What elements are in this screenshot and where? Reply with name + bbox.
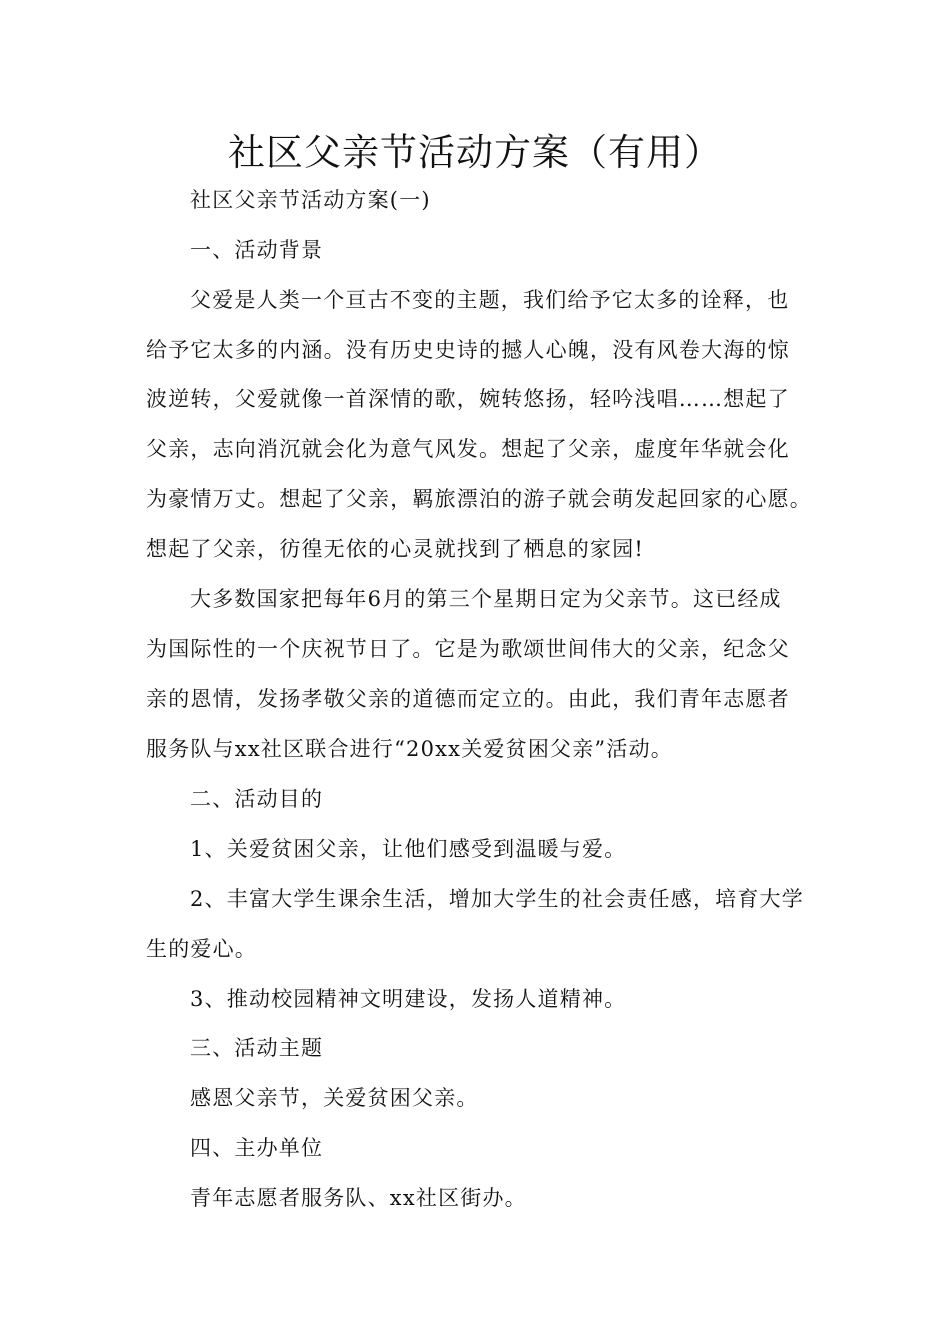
paragraph-line: 想起了父亲，彷徨无依的心灵就找到了栖息的家园! (146, 537, 645, 561)
section-heading: 二、活动目的 (190, 787, 324, 811)
paragraph-line: 感恩父亲节，关爱贫困父亲。 (190, 1086, 479, 1110)
paragraph-line: 为豪情万丈。想起了父亲，羁旅漂泊的游子就会萌发起回家的心愿。 (146, 487, 812, 511)
section-heading: 四、主办单位 (190, 1136, 324, 1160)
list-item: 3、推动校园精神文明建设，发扬人道精神。 (190, 987, 627, 1011)
document-title: 社区父亲节活动方案（有用） (228, 131, 722, 174)
section-heading: 三、活动主题 (190, 1036, 324, 1060)
list-item: 2、丰富大学生课余生活，增加大学生的社会责任感，培育大学 (190, 887, 804, 911)
list-item-continuation: 生的爱心。 (146, 937, 257, 961)
list-item: 1、关爱贫困父亲，让他们感受到温暖与爱。 (190, 837, 627, 861)
paragraph-line: 为国际性的一个庆祝节日了。它是为歌颂世间伟大的父亲，纪念父 (146, 637, 790, 661)
paragraph-line: 亲的恩情，发扬孝敬父亲的道德而定立的。由此，我们青年志愿者 (146, 687, 790, 711)
plan-subtitle: 社区父亲节活动方案(一) (190, 188, 431, 212)
paragraph-line: 青年志愿者服务队、xx社区街办。 (190, 1186, 527, 1210)
paragraph-line: 服务队与xx社区联合进行“20xx关爱贫困父亲”活动。 (146, 737, 673, 761)
paragraph-line: 给予它太多的内涵。没有历史史诗的撼人心魄，没有风卷大海的惊 (146, 338, 790, 362)
section-heading: 一、活动背景 (190, 238, 324, 262)
paragraph-line: 父亲，志向消沉就会化为意气风发。想起了父亲，虚度年华就会化 (146, 437, 790, 461)
paragraph-line: 大多数国家把每年6月的第三个星期日定为父亲节。这已经成 (190, 587, 782, 611)
paragraph-line: 父爱是人类一个亘古不变的主题，我们给予它太多的诠释，也 (190, 288, 790, 312)
paragraph-line: 波逆转，父爱就像一首深情的歌，婉转悠扬，轻吟浅唱……想起了 (146, 387, 790, 411)
